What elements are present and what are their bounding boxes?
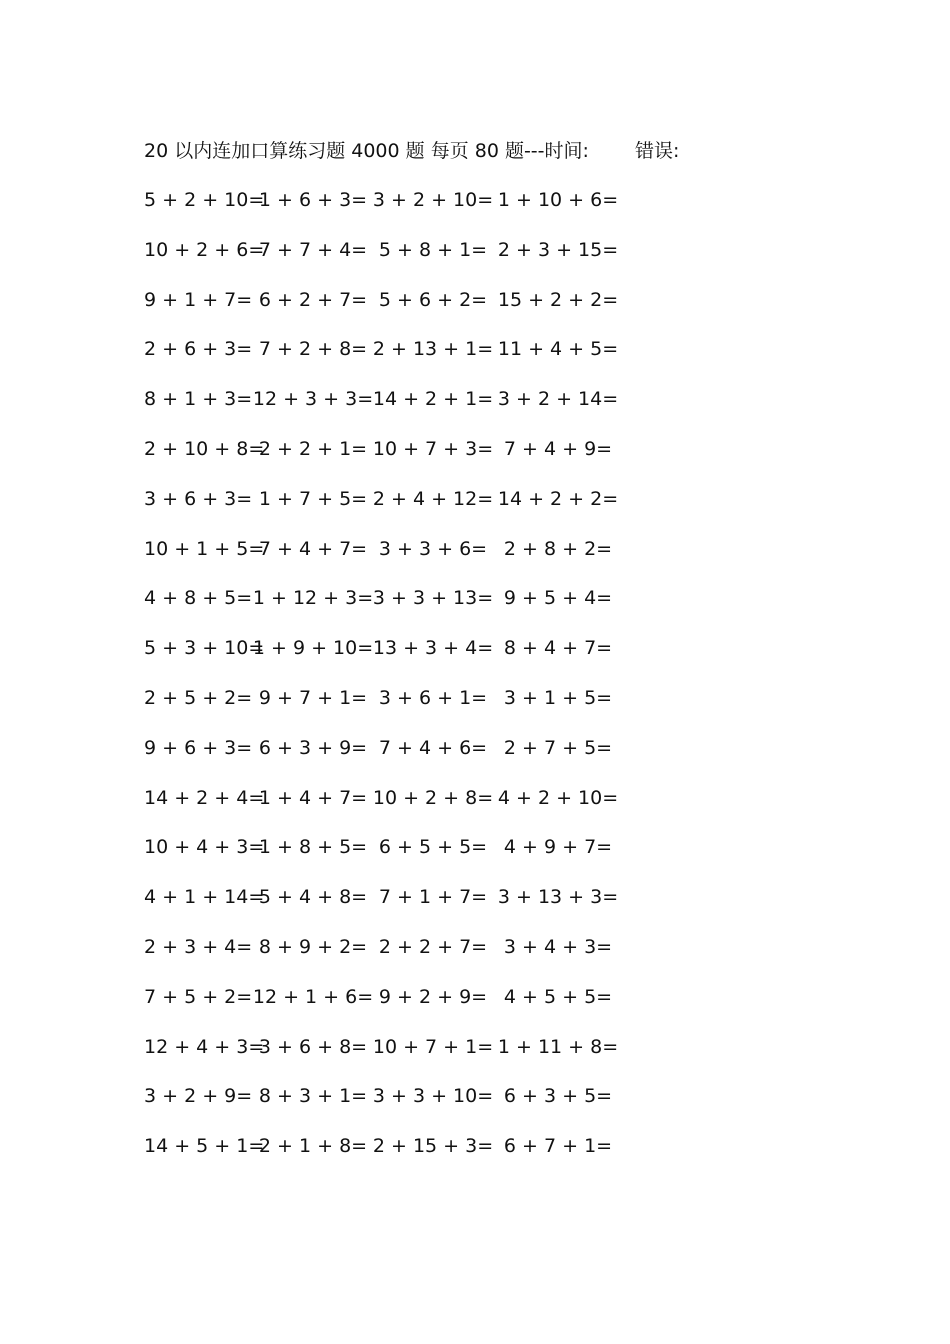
problem-row <box>144 1033 644 1083</box>
problem-item: 9 + 1 + 7= <box>144 288 253 311</box>
problem-item: 14 + 2 + 1= <box>372 388 494 411</box>
problem-item: 2 + 4 + 12= <box>372 487 494 510</box>
problem-grid <box>144 186 644 1182</box>
problem-row <box>144 933 644 983</box>
problem-item: 1 + 7 + 5= <box>258 487 368 510</box>
problem-item: 4 + 9 + 7= <box>503 836 613 859</box>
problem-item: 3 + 3 + 10= <box>372 1085 494 1108</box>
problem-item: 3 + 2 + 10= <box>372 189 494 211</box>
problem-item: 6 + 7 + 1= <box>503 1135 613 1158</box>
problem-row <box>144 335 644 385</box>
problem-item: 2 + 2 + 7= <box>378 935 488 958</box>
problem-item: 4 + 2 + 10= <box>497 786 619 809</box>
problem-item: 3 + 2 + 14= <box>497 388 619 411</box>
worksheet-title: 20 以内连加口算练习题 4000 题 每页 80 题---时间: <box>144 140 589 162</box>
problem-item: 2 + 10 + 8= <box>144 437 265 460</box>
problem-item: 11 + 4 + 5= <box>497 338 619 361</box>
problem-item: 3 + 2 + 9= <box>144 1085 253 1108</box>
problem-item: 10 + 7 + 3= <box>372 437 494 460</box>
problem-item: 6 + 2 + 7= <box>258 288 368 311</box>
problem-row <box>144 385 644 435</box>
problem-item: 12 + 3 + 3= <box>252 388 374 411</box>
problem-item: 5 + 3 + 10= <box>144 637 265 660</box>
problem-row <box>144 983 644 1033</box>
problem-item: 9 + 5 + 4= <box>503 587 613 610</box>
problem-item: 4 + 5 + 5= <box>503 985 613 1008</box>
problem-item: 1 + 9 + 10= <box>252 637 374 660</box>
problem-item: 8 + 3 + 1= <box>258 1085 368 1108</box>
problem-row <box>144 1132 644 1182</box>
problem-item: 1 + 10 + 6= <box>497 189 619 211</box>
problem-item: 10 + 7 + 1= <box>372 1035 494 1058</box>
problem-row <box>144 684 644 734</box>
problem-item: 3 + 6 + 1= <box>378 686 488 709</box>
problem-item: 2 + 8 + 2= <box>503 537 613 560</box>
problem-item: 15 + 2 + 2= <box>497 288 619 311</box>
problem-item: 3 + 6 + 3= <box>144 487 253 510</box>
problem-item: 3 + 1 + 5= <box>503 686 613 709</box>
problem-item: 2 + 13 + 1= <box>372 338 494 361</box>
problem-item: 5 + 4 + 8= <box>258 886 368 909</box>
problem-item: 2 + 3 + 15= <box>497 238 619 261</box>
problem-item: 6 + 3 + 5= <box>503 1085 613 1108</box>
problem-item: 1 + 6 + 3= <box>258 189 368 211</box>
problem-item: 5 + 2 + 10= <box>144 189 265 211</box>
problem-item: 1 + 11 + 8= <box>497 1035 619 1058</box>
problem-row <box>144 186 644 236</box>
problem-item: 2 + 5 + 2= <box>144 686 253 709</box>
problem-row <box>144 883 644 933</box>
problem-item: 9 + 6 + 3= <box>144 736 253 759</box>
problem-item: 7 + 5 + 2= <box>144 985 253 1008</box>
problem-item: 10 + 2 + 8= <box>372 786 494 809</box>
problem-item: 8 + 4 + 7= <box>503 637 613 660</box>
problem-item: 3 + 6 + 8= <box>258 1035 368 1058</box>
problem-row <box>144 584 644 634</box>
problem-item: 8 + 1 + 3= <box>144 388 253 411</box>
problem-item: 5 + 8 + 1= <box>378 238 488 261</box>
problem-item: 3 + 3 + 13= <box>372 587 494 610</box>
problem-item: 5 + 6 + 2= <box>378 288 488 311</box>
problem-item: 12 + 4 + 3= <box>144 1035 265 1058</box>
error-label: 错误: <box>634 140 680 162</box>
problem-item: 12 + 1 + 6= <box>252 985 374 1008</box>
problem-row <box>144 634 644 684</box>
problem-row <box>144 236 644 286</box>
problem-item: 7 + 2 + 8= <box>258 338 368 361</box>
problem-row <box>144 734 644 784</box>
problem-row <box>144 784 644 834</box>
problem-item: 4 + 1 + 14= <box>144 886 265 909</box>
problem-item: 10 + 4 + 3= <box>144 836 265 859</box>
problem-item: 3 + 13 + 3= <box>497 886 619 909</box>
problem-row <box>144 833 644 883</box>
problem-item: 1 + 12 + 3= <box>252 587 374 610</box>
problem-item: 2 + 15 + 3= <box>372 1135 494 1158</box>
problem-row <box>144 435 644 485</box>
problem-item: 7 + 4 + 6= <box>378 736 488 759</box>
problem-row <box>144 286 644 336</box>
problem-item: 9 + 2 + 9= <box>378 985 488 1008</box>
problem-item: 1 + 8 + 5= <box>258 836 368 859</box>
problem-item: 7 + 7 + 4= <box>258 238 368 261</box>
problem-item: 9 + 7 + 1= <box>258 686 368 709</box>
problem-item: 2 + 6 + 3= <box>144 338 253 361</box>
problem-item: 3 + 4 + 3= <box>503 935 613 958</box>
problem-item: 10 + 2 + 6= <box>144 238 265 261</box>
problem-item: 7 + 1 + 7= <box>378 886 488 909</box>
problem-item: 14 + 2 + 4= <box>144 786 265 809</box>
problem-item: 13 + 3 + 4= <box>372 637 494 660</box>
problem-item: 7 + 4 + 7= <box>258 537 368 560</box>
problem-item: 6 + 3 + 9= <box>258 736 368 759</box>
problem-item: 4 + 8 + 5= <box>144 587 253 610</box>
problem-item: 7 + 4 + 9= <box>503 437 613 460</box>
problem-item: 2 + 3 + 4= <box>144 935 253 958</box>
problem-item: 10 + 1 + 5= <box>144 537 265 560</box>
worksheet-header <box>144 137 679 165</box>
problem-item: 3 + 3 + 6= <box>378 537 488 560</box>
problem-row <box>144 485 644 535</box>
problem-item: 14 + 5 + 1= <box>144 1135 265 1158</box>
problem-item: 6 + 5 + 5= <box>378 836 488 859</box>
problem-item: 1 + 4 + 7= <box>258 786 368 809</box>
problem-row <box>144 535 644 585</box>
problem-item: 2 + 1 + 8= <box>258 1135 368 1158</box>
problem-item: 8 + 9 + 2= <box>258 935 368 958</box>
problem-item: 14 + 2 + 2= <box>497 487 619 510</box>
problem-item: 2 + 2 + 1= <box>258 437 368 460</box>
problem-item: 2 + 7 + 5= <box>503 736 613 759</box>
problem-row <box>144 1082 644 1132</box>
